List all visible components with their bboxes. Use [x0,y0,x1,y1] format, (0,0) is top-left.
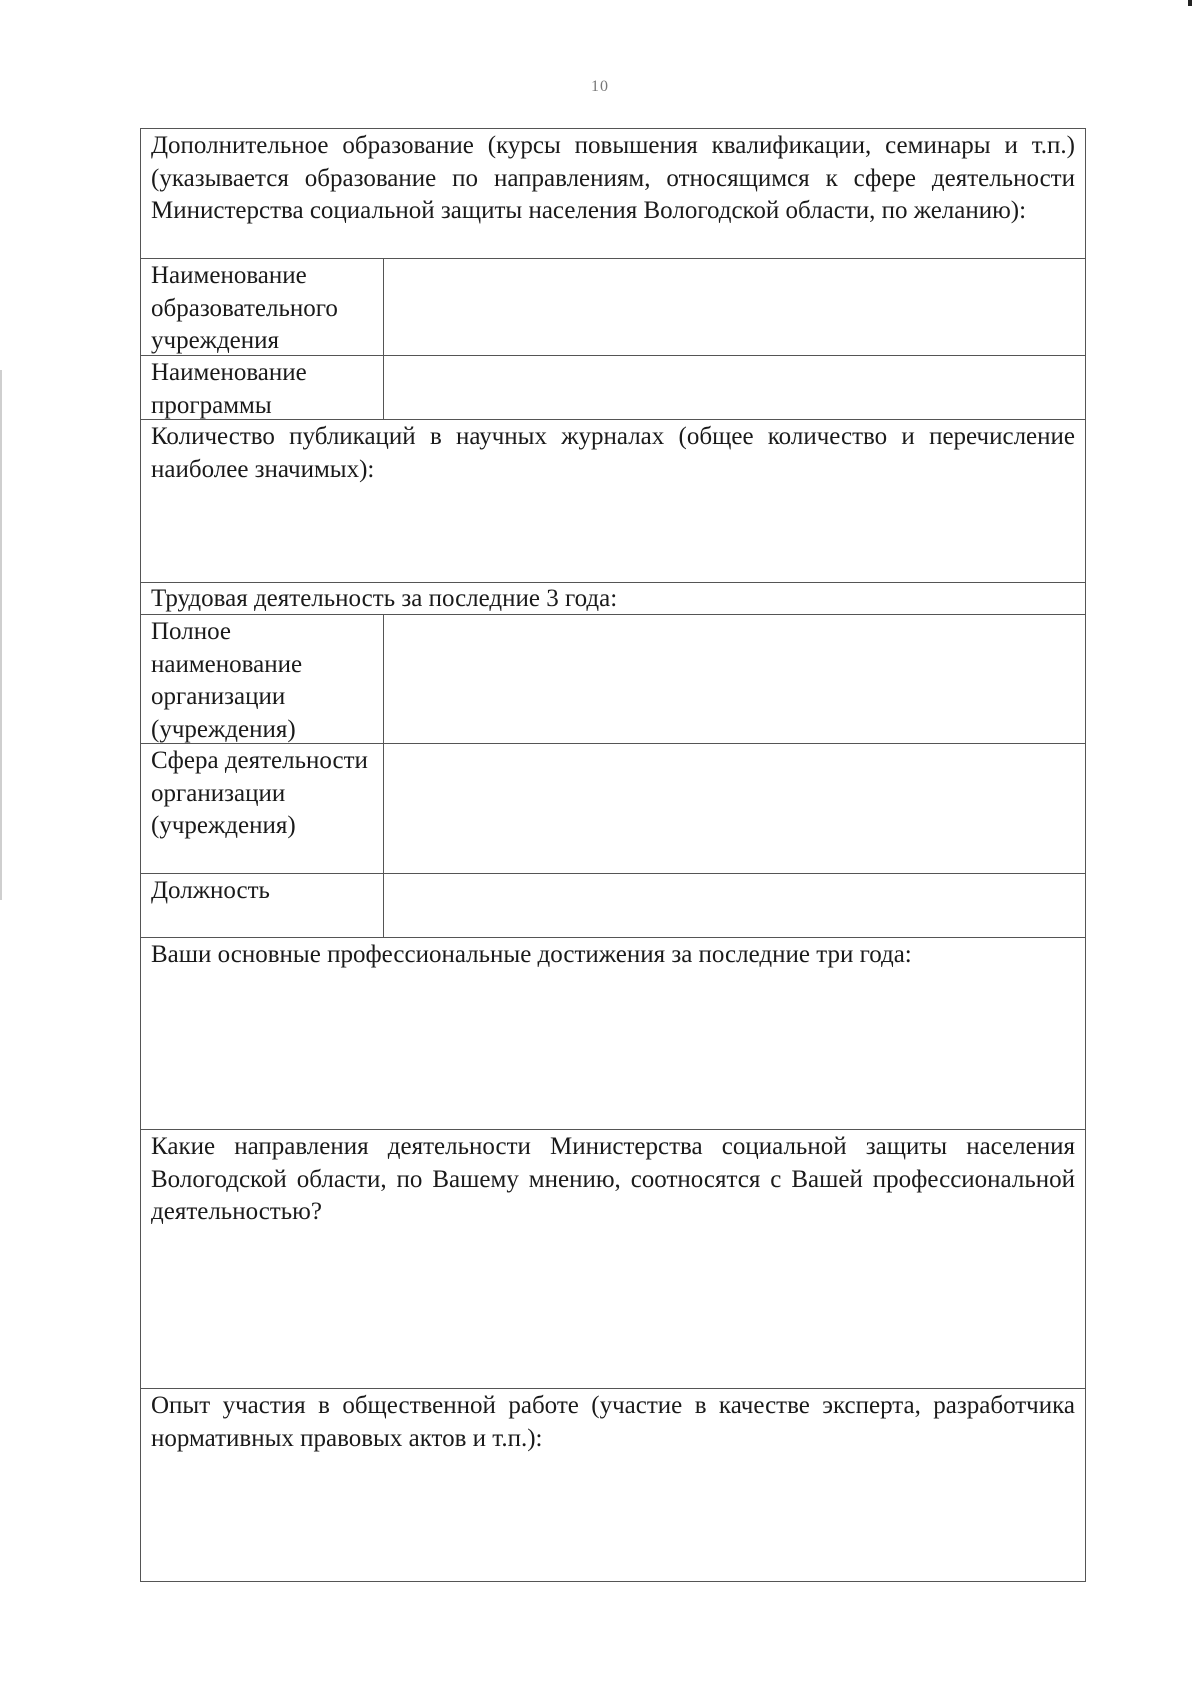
sphere-label: Сфера деятельности организации (учреждения) [141,744,384,873]
scan-artifact-mark [1188,0,1192,6]
questionnaire-form-table [140,128,1086,1582]
position-field[interactable] [384,874,1085,937]
directions-row[interactable] [141,1129,1085,1388]
program-row [141,355,1085,419]
organization-row [141,614,1085,743]
additional-education-heading-row [141,129,1085,258]
institution-field[interactable] [384,259,1085,355]
organization-label: Полное наименование организации (учреждения) [141,615,384,743]
institution-row [141,258,1085,355]
sphere-field[interactable] [384,744,1085,873]
scan-edge-shadow [0,370,2,900]
publications-row[interactable] [141,419,1085,582]
position-row [141,873,1085,937]
employment-heading: Трудовая деятельность за последние 3 года: [151,585,618,612]
page-number: 10 [591,78,609,95]
program-field[interactable] [384,356,1085,419]
additional-education-heading: Дополнительное образование (курсы повышения квалификации, семинары и т.п.) (указывается образование по направлениям, относящимся к сфере деятельности Министерства социальной защиты населения Вологодской области, по желанию): [151,132,1075,224]
program-label: Наименование программы [141,356,384,419]
public-work-row[interactable] [141,1388,1085,1581]
public-work-heading: Опыт участия в общественной работе (участие в качестве эксперта, разработчика нормативных правовых актов и т.п.): [151,1392,1075,1452]
institution-label: Наименование образовательного учреждения [141,259,384,355]
publications-heading: Количество публикаций в научных журналах (общее количество и перечисление наиболее значимых): [151,423,1075,483]
employment-heading-row [141,582,1085,614]
position-label: Должность [141,874,384,937]
directions-heading: Какие направления деятельности Министерства социальной защиты населения Вологодской области, по Вашему мнению, соотносятся с Вашей профессиональной деятельностью? [151,1133,1075,1225]
organization-field[interactable] [384,615,1085,743]
achievements-row[interactable] [141,937,1085,1129]
achievements-heading: Ваши основные профессиональные достижения за последние три года: [151,941,912,968]
sphere-row [141,743,1085,873]
